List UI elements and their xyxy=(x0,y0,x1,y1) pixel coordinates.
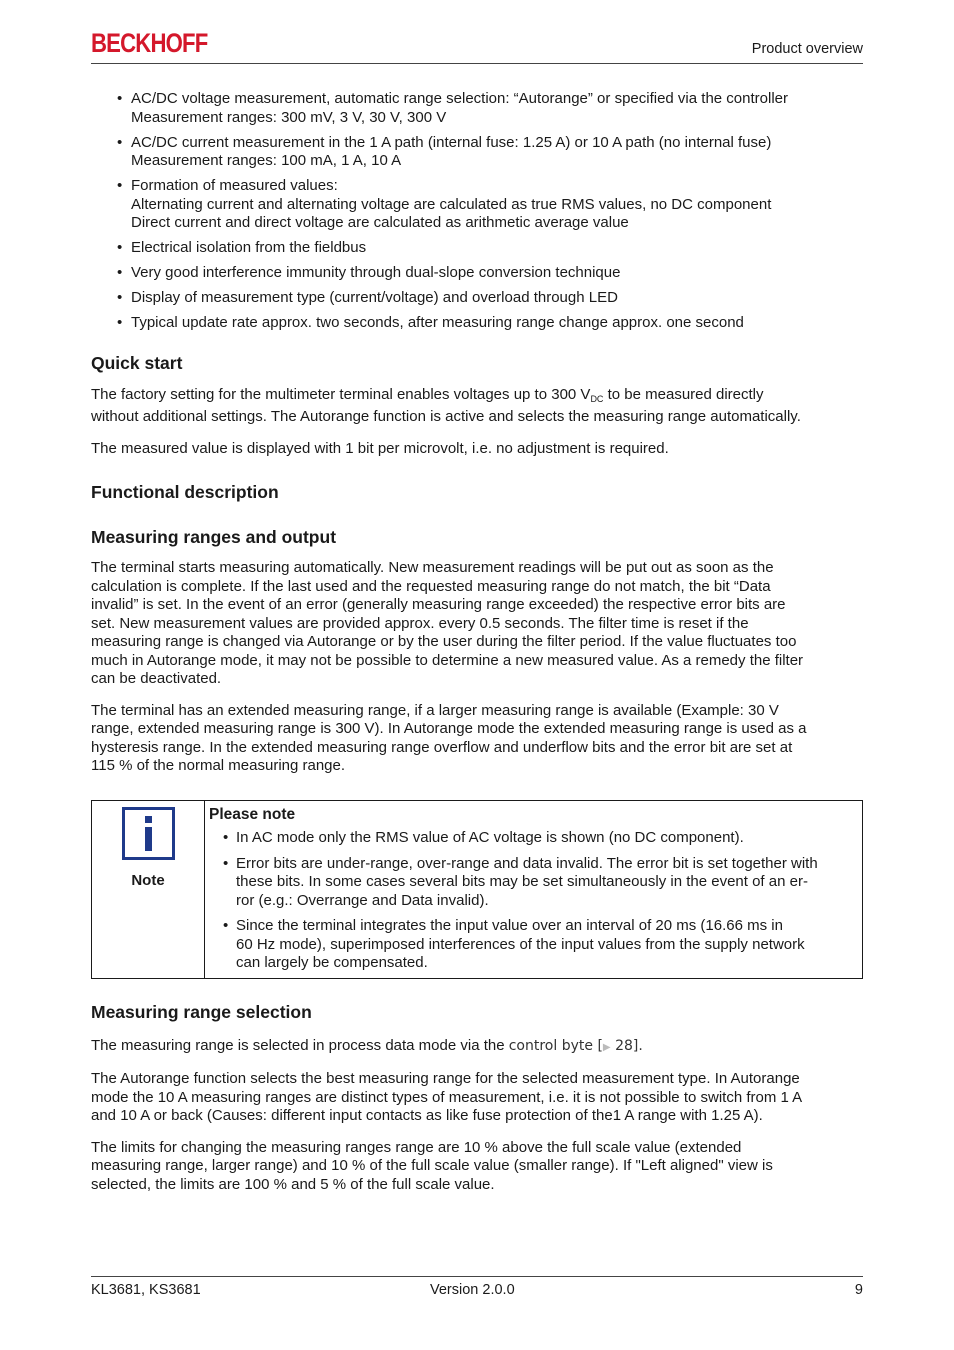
note-label: Note xyxy=(131,871,165,889)
control-byte-link[interactable]: control byte xyxy=(508,1037,593,1054)
dc-subscript: DC xyxy=(590,393,604,404)
ranges-paragraph-1: The terminal starts measuring automatically. New measurement readings will be put out as soon as the calculation is complete. If the last used and the requested measuring range do not match, the bit “Data invalid” is set. In the event of an error (generally measuring range exceeded) the respective error bits are set. New measurement values are provided approx. every 0.5 seconds. The filter time is reset if the measuring range is changed via Autorange or by the user during the filter period. If the value fluctuates too much in Autorange mode, it may not be possible to determine a new measured value. As a remedy the filter can be deactivated. xyxy=(91,559,804,687)
note-list xyxy=(209,829,858,973)
info-icon xyxy=(122,807,175,860)
range-selection-heading: Measuring range selection xyxy=(91,1001,312,1022)
measuring-ranges-heading: Measuring ranges and output xyxy=(91,527,337,547)
list-item: • AC/DC voltage measurement, automatic range selection: “Autorange” or specified via the controller Measurement ranges: 300 mV, 3 V, 30 V, 300 V xyxy=(91,90,863,127)
footer-version: Version 2.0.0 xyxy=(430,1282,515,1298)
page-reference-link[interactable]: 28 xyxy=(610,1037,633,1054)
beckhoff-logo: BECKHOFF xyxy=(91,28,208,58)
range-selection-paragraph-1: The measuring range is selected in process data mode via the control byte [▶ 28]. xyxy=(91,1036,643,1054)
section-title: Product overview xyxy=(751,41,863,57)
list-item: • Electrical isolation from the fieldbus xyxy=(91,239,863,258)
list-item: • AC/DC current measurement in the 1 A path (internal fuse: 1.25 A) or 10 A path (no internal fuse) Measurement ranges: 100 mA, 1 A, 10 A xyxy=(91,134,863,171)
page-reference-icon: ▶ xyxy=(602,1041,611,1053)
feature-list xyxy=(91,90,863,333)
quick-start-paragraph: The factory setting for the multimeter terminal enables voltages up to 300 $V_{DC}$ to be measured directly without additional settings. The Autorange function is active and selects the measuring range automatically. xyxy=(91,385,801,425)
page-number: 9 xyxy=(854,1282,863,1298)
list-item: • Error bits are under-range, over-range and data invalid. The error bit is set together with these bits. In some cases several bits may be set simultaneously in the event of an er- ror (e.g.: Overrange and Data invalid). xyxy=(209,855,858,911)
quick-start-note: The measured value is displayed with 1 bit per microvolt, i.e. no adjustment is required. xyxy=(91,439,669,457)
note-content xyxy=(205,801,862,978)
list-item: • Very good interference immunity through dual-slope conversion technique xyxy=(91,264,863,283)
note-title: Please note xyxy=(209,805,296,823)
footer-divider xyxy=(91,1276,863,1277)
note-box xyxy=(91,800,863,979)
list-item: • Since the terminal integrates the input value over an interval of 20 ms (16.66 ms in 60 Hz mode), superimposed interferences of the input values from the supply network can largely be compensated. xyxy=(209,917,858,973)
footer-product: KL3681, KS3681 xyxy=(91,1282,201,1298)
range-selection-paragraph-2: The Autorange function selects the best measuring range for the selected measurement type. In Autorange mode the 10 A measuring ranges are distinct types of measurement, i.e. it is not possible to switch from 1 A and 10 A or back (Causes: different input contacts as like fuse protection of the1 A range with 1.25 A). xyxy=(91,1070,803,1124)
header-divider xyxy=(91,63,863,64)
functional-description-heading: Functional description xyxy=(91,482,279,502)
note-icon-column xyxy=(92,801,205,978)
list-item: • In AC mode only the RMS value of AC voltage is shown (no DC component). xyxy=(209,829,858,848)
list-item: • Display of measurement type (current/voltage) and overload through LED xyxy=(91,289,863,308)
ranges-paragraph-2: The terminal has an extended measuring range, if a larger measuring range is available (Example: 30 V range, extended measuring range is 300 V). In Autorange mode the extended measuring range is used as a hysteresis range. In the extended measuring range overflow and underflow bits and the error bit are set at 115 % of the normal measuring range. xyxy=(91,701,807,774)
list-item: • Typical update rate approx. two seconds, after measuring range change approx. one second xyxy=(91,314,863,333)
quick-start-heading: Quick start xyxy=(91,352,183,373)
page-content xyxy=(91,90,863,1194)
list-item: • Formation of measured values: Alternating current and alternating voltage are calculated as true RMS values, no DC component Direct current and direct voltage are calculated as arithmetic average value xyxy=(91,177,863,233)
range-selection-paragraph-3: The limits for changing the measuring ranges range are 10 % above the full scale value (extended measuring range, larger range) and 10 % of the full scale value (smaller range). If "Left aligned" view is selected, the limits are 100 % and 5 % of the full scale value. xyxy=(91,1138,773,1193)
